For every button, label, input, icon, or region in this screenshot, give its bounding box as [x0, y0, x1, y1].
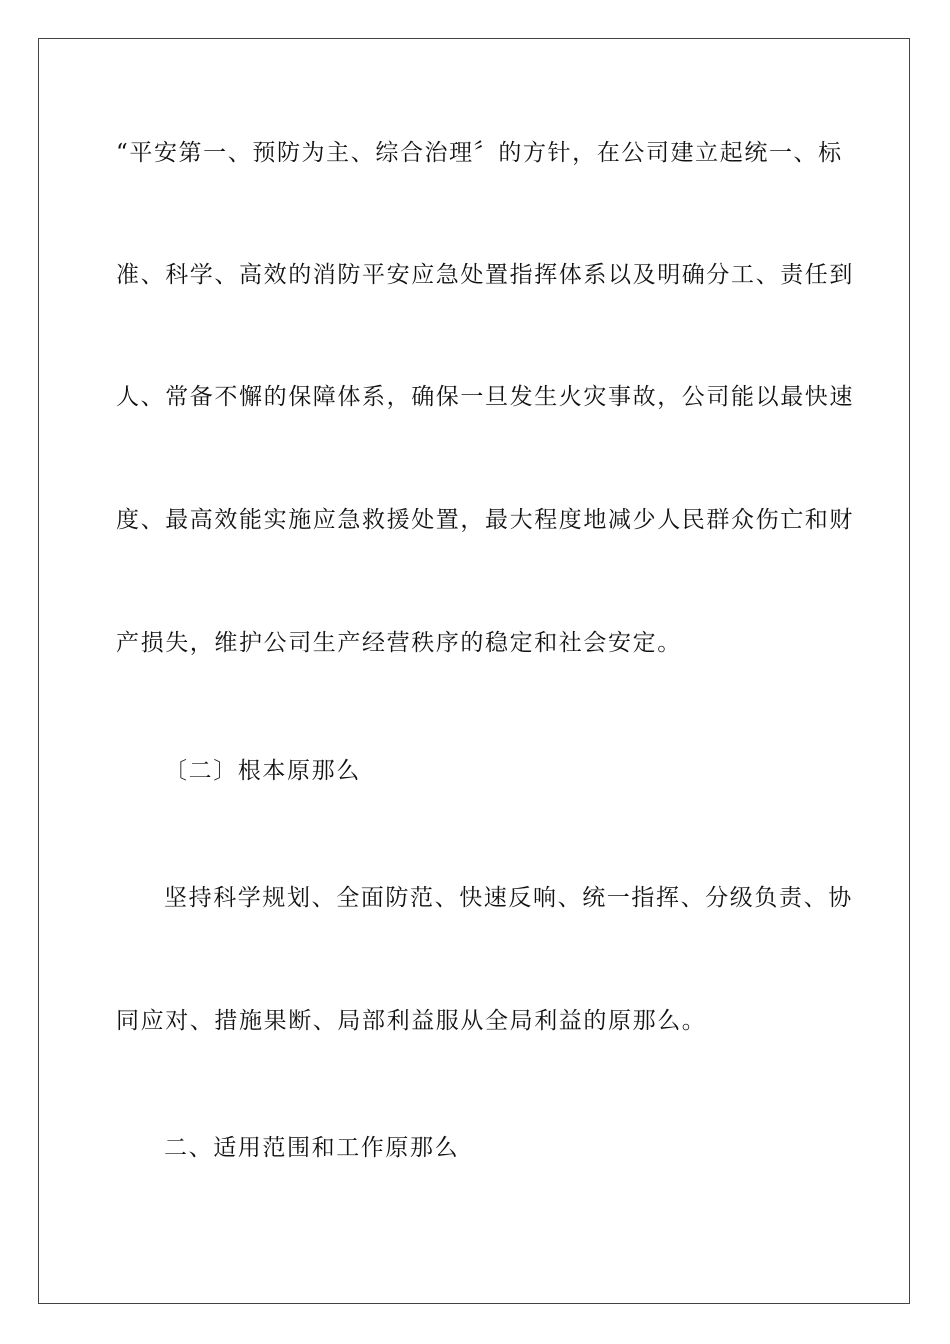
- section-heading: 〔二〕根本原那么: [164, 758, 361, 784]
- paragraph-line: 度、最高效能实施应急救援处置，最大程度地减少人民群众伤亡和财: [116, 507, 854, 533]
- paragraph-line: 产损失，维护公司生产经营秩序的稳定和社会安定。: [116, 630, 682, 656]
- page-frame: [38, 38, 910, 1304]
- section-heading: 二、适用范围和工作原那么: [164, 1135, 460, 1161]
- paragraph-line: 坚持科学规划、全面防范、快速反响、统一指挥、分级负责、协: [164, 885, 853, 911]
- paragraph-line: “平安第一、预防为主、综合治理〞的方针，在公司建立起统一、标: [116, 140, 843, 166]
- paragraph-line: 同应对、措施果断、局部利益服从全局利益的原那么。: [116, 1008, 707, 1034]
- paragraph-line: 准、科学、高效的消防平安应急处置指挥体系以及明确分工、责任到: [116, 262, 854, 288]
- paragraph-line: 人、常备不懈的保障体系，确保一旦发生火灾事故，公司能以最快速: [116, 384, 854, 410]
